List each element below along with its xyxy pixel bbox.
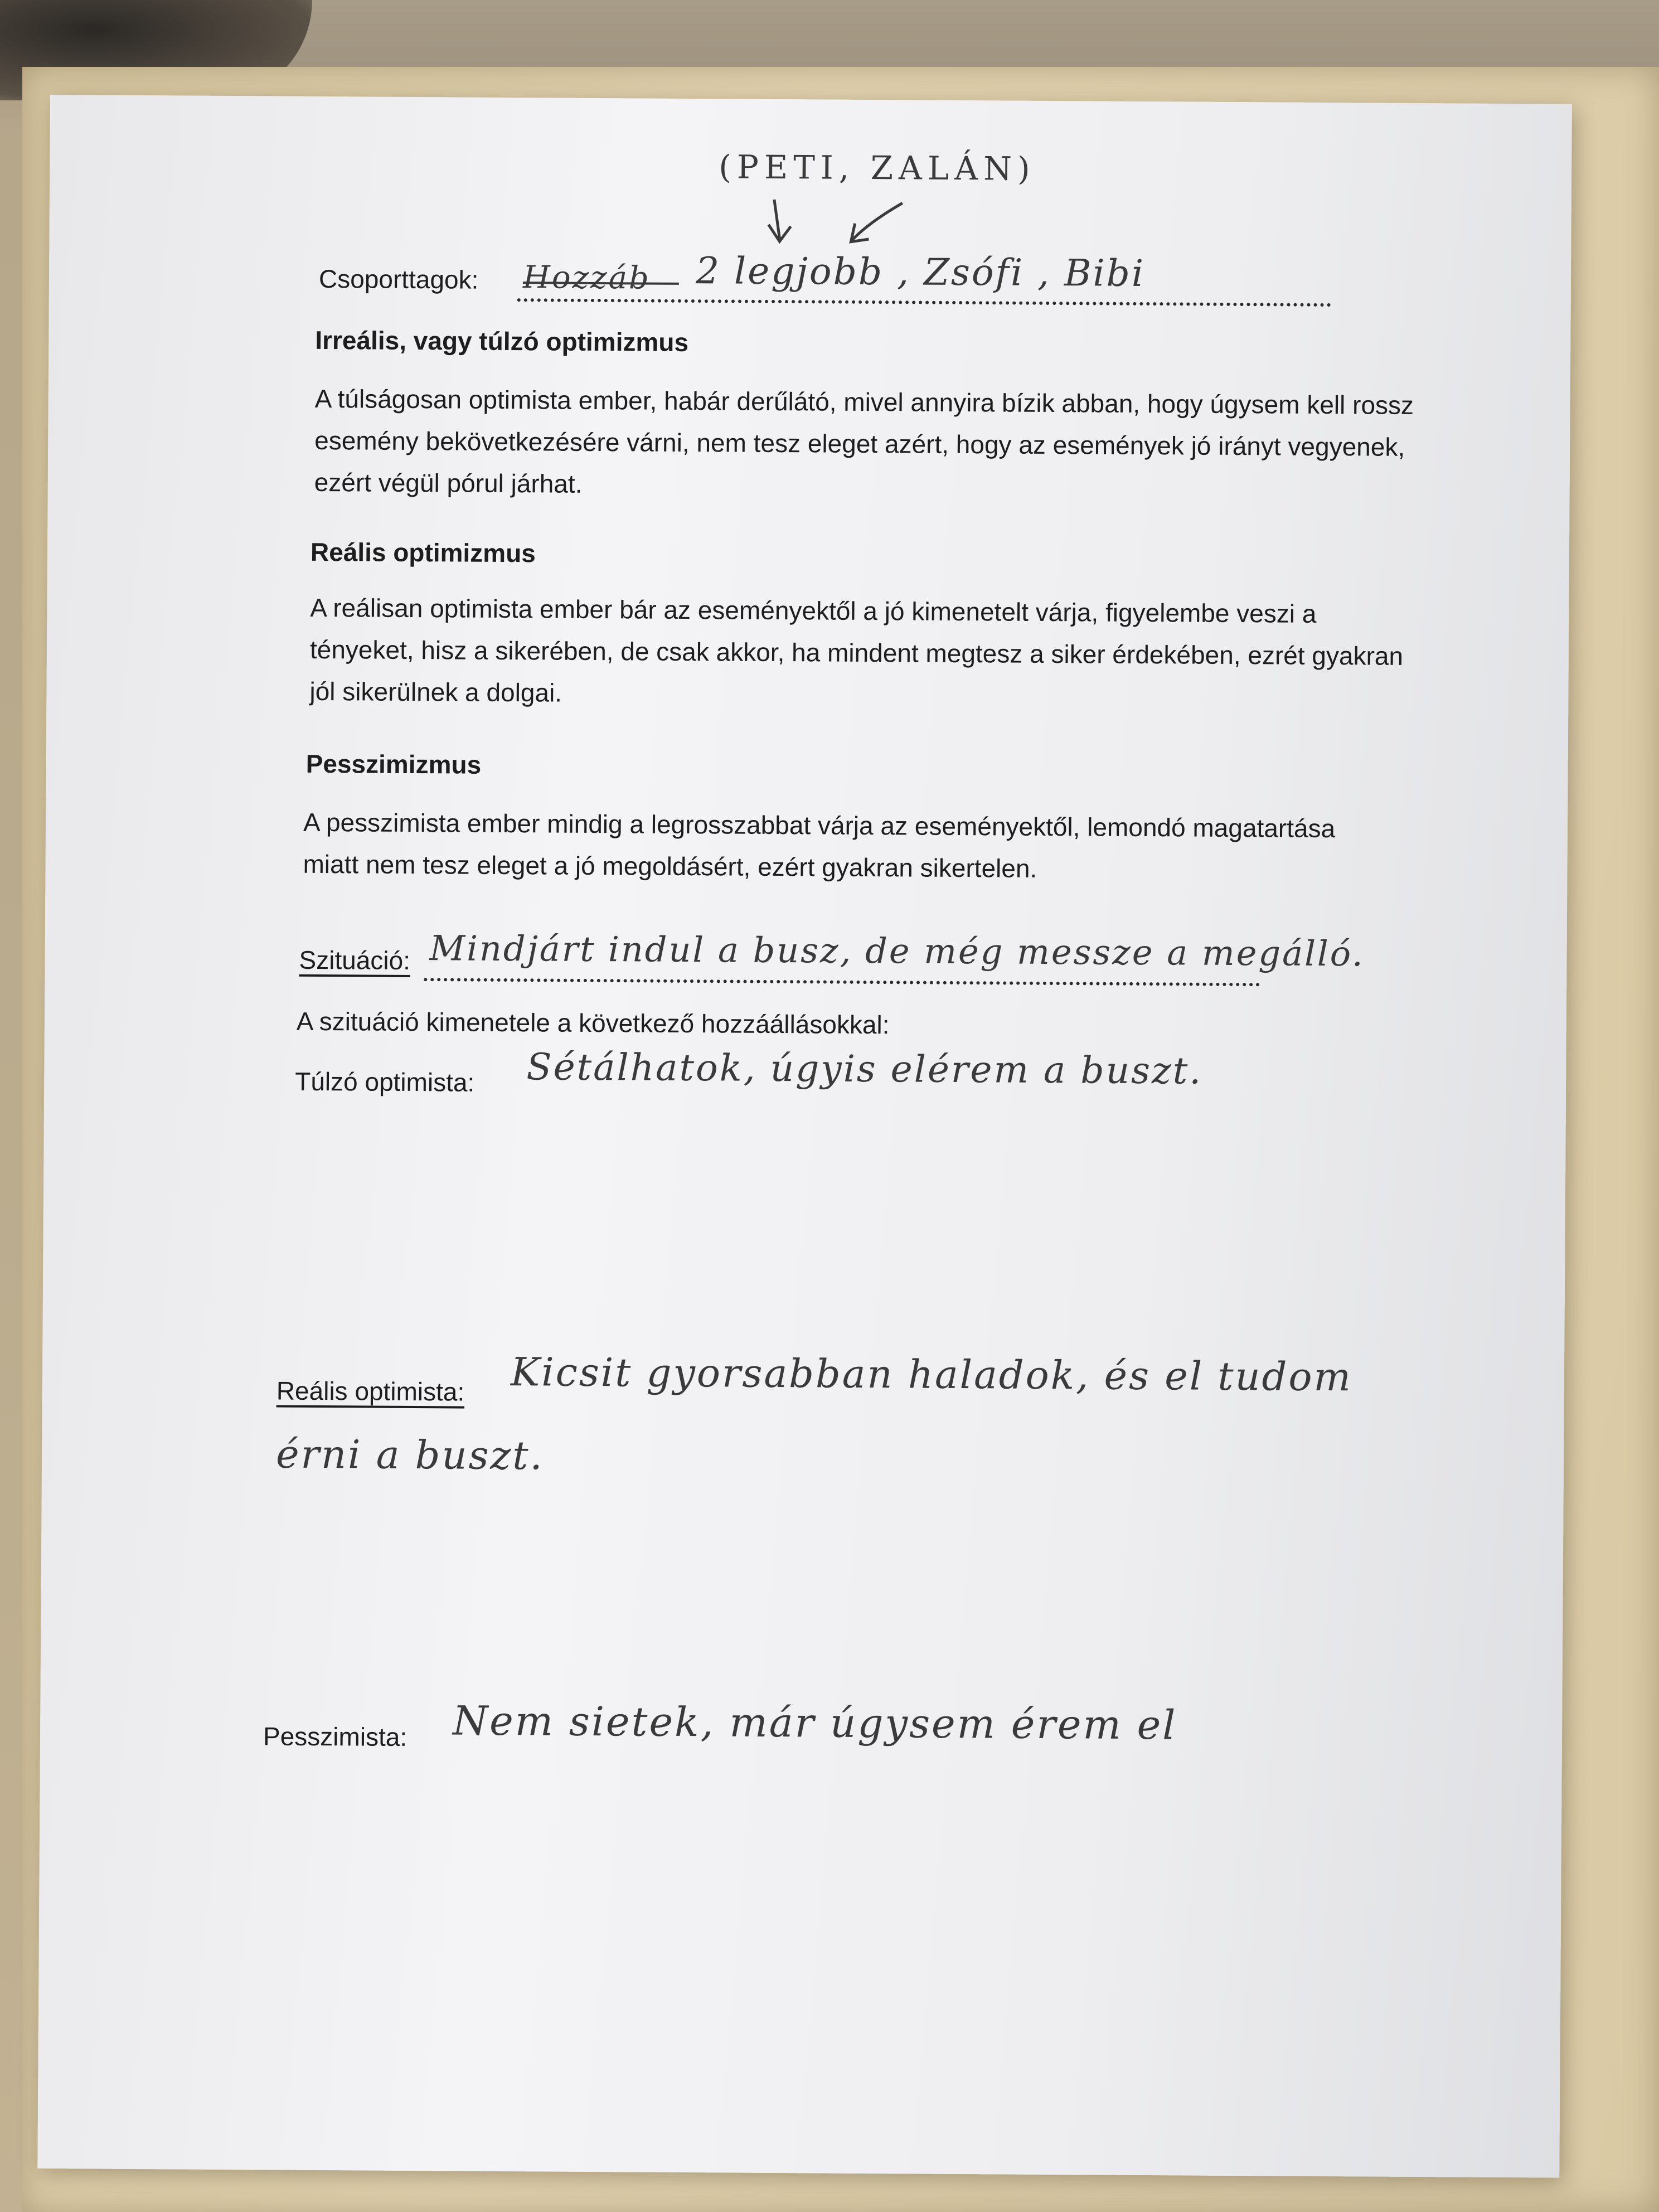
over-optimist-label: Túlzó optimista: — [295, 1066, 475, 1097]
pessimist-answer: Nem sietek, már úgysem érem el — [452, 1697, 1177, 1749]
group-crossed-word: Hozzáb — [522, 259, 651, 297]
situation-label: Szituáció: — [299, 945, 411, 975]
group-note-handwritten: (PETI, ZALÁN) — [719, 148, 1036, 188]
situation-handwritten: Mindjárt indul a busz, de még messze a megálló. — [429, 928, 1365, 974]
section-heading-realistic-optimism: Reális optimizmus — [310, 537, 536, 568]
group-members-label: Csoporttagok: — [318, 264, 479, 294]
section-heading-unrealistic-optimism: Irreális, vagy túlzó optimizmus — [315, 325, 689, 357]
realistic-optimist-answer-line2: érni a buszt. — [275, 1431, 545, 1479]
section-heading-pessimism: Pesszimizmus — [305, 749, 482, 779]
group-members-handwritten: 2 legjobb , Zsófi , Bibi — [695, 249, 1146, 295]
outcome-prompt: A szituáció kimenetele a következő hozzáállásokkal: — [296, 1006, 890, 1040]
section-text-unrealistic-optimism: A túlságosan optimista ember, habár derűlátó, mivel annyira bízik abban, hogy úgysem kell rossz esemény bekövetkezésére várni, nem tesz eleget azért, hogy az események jó irányt vegyenek, ezért végül pórul járhat. — [314, 384, 1414, 498]
pessimist-label: Pesszimista: — [263, 1721, 408, 1752]
realistic-optimist-answer-line1: Kicsit gyorsabban haladok, és el tudom — [510, 1349, 1353, 1400]
worksheet-paper — [37, 95, 1572, 2178]
over-optimist-answer: Sétálhatok, úgyis elérem a buszt. — [526, 1045, 1203, 1093]
situation-dotted-line — [424, 978, 1260, 986]
realistic-optimist-label: Reális optimista: — [276, 1376, 465, 1406]
section-text-realistic-optimism: A reálisan optimista ember bár az eseményektől a jó kimenetelt várja, figyelembe veszi a tényeket, hisz a sikerében, de csak akkor, ha mindent megtesz a siker érdekében, ezrét gyakran jól sikerülnek a dolgai. — [309, 593, 1404, 707]
section-text-pessimism: A pesszimista ember mindig a legrosszabbat várja az eseményektől, lemondó magatartása miatt nem tesz eleget a jó megoldásért, ezért gyakran sikertelen. — [303, 807, 1336, 883]
